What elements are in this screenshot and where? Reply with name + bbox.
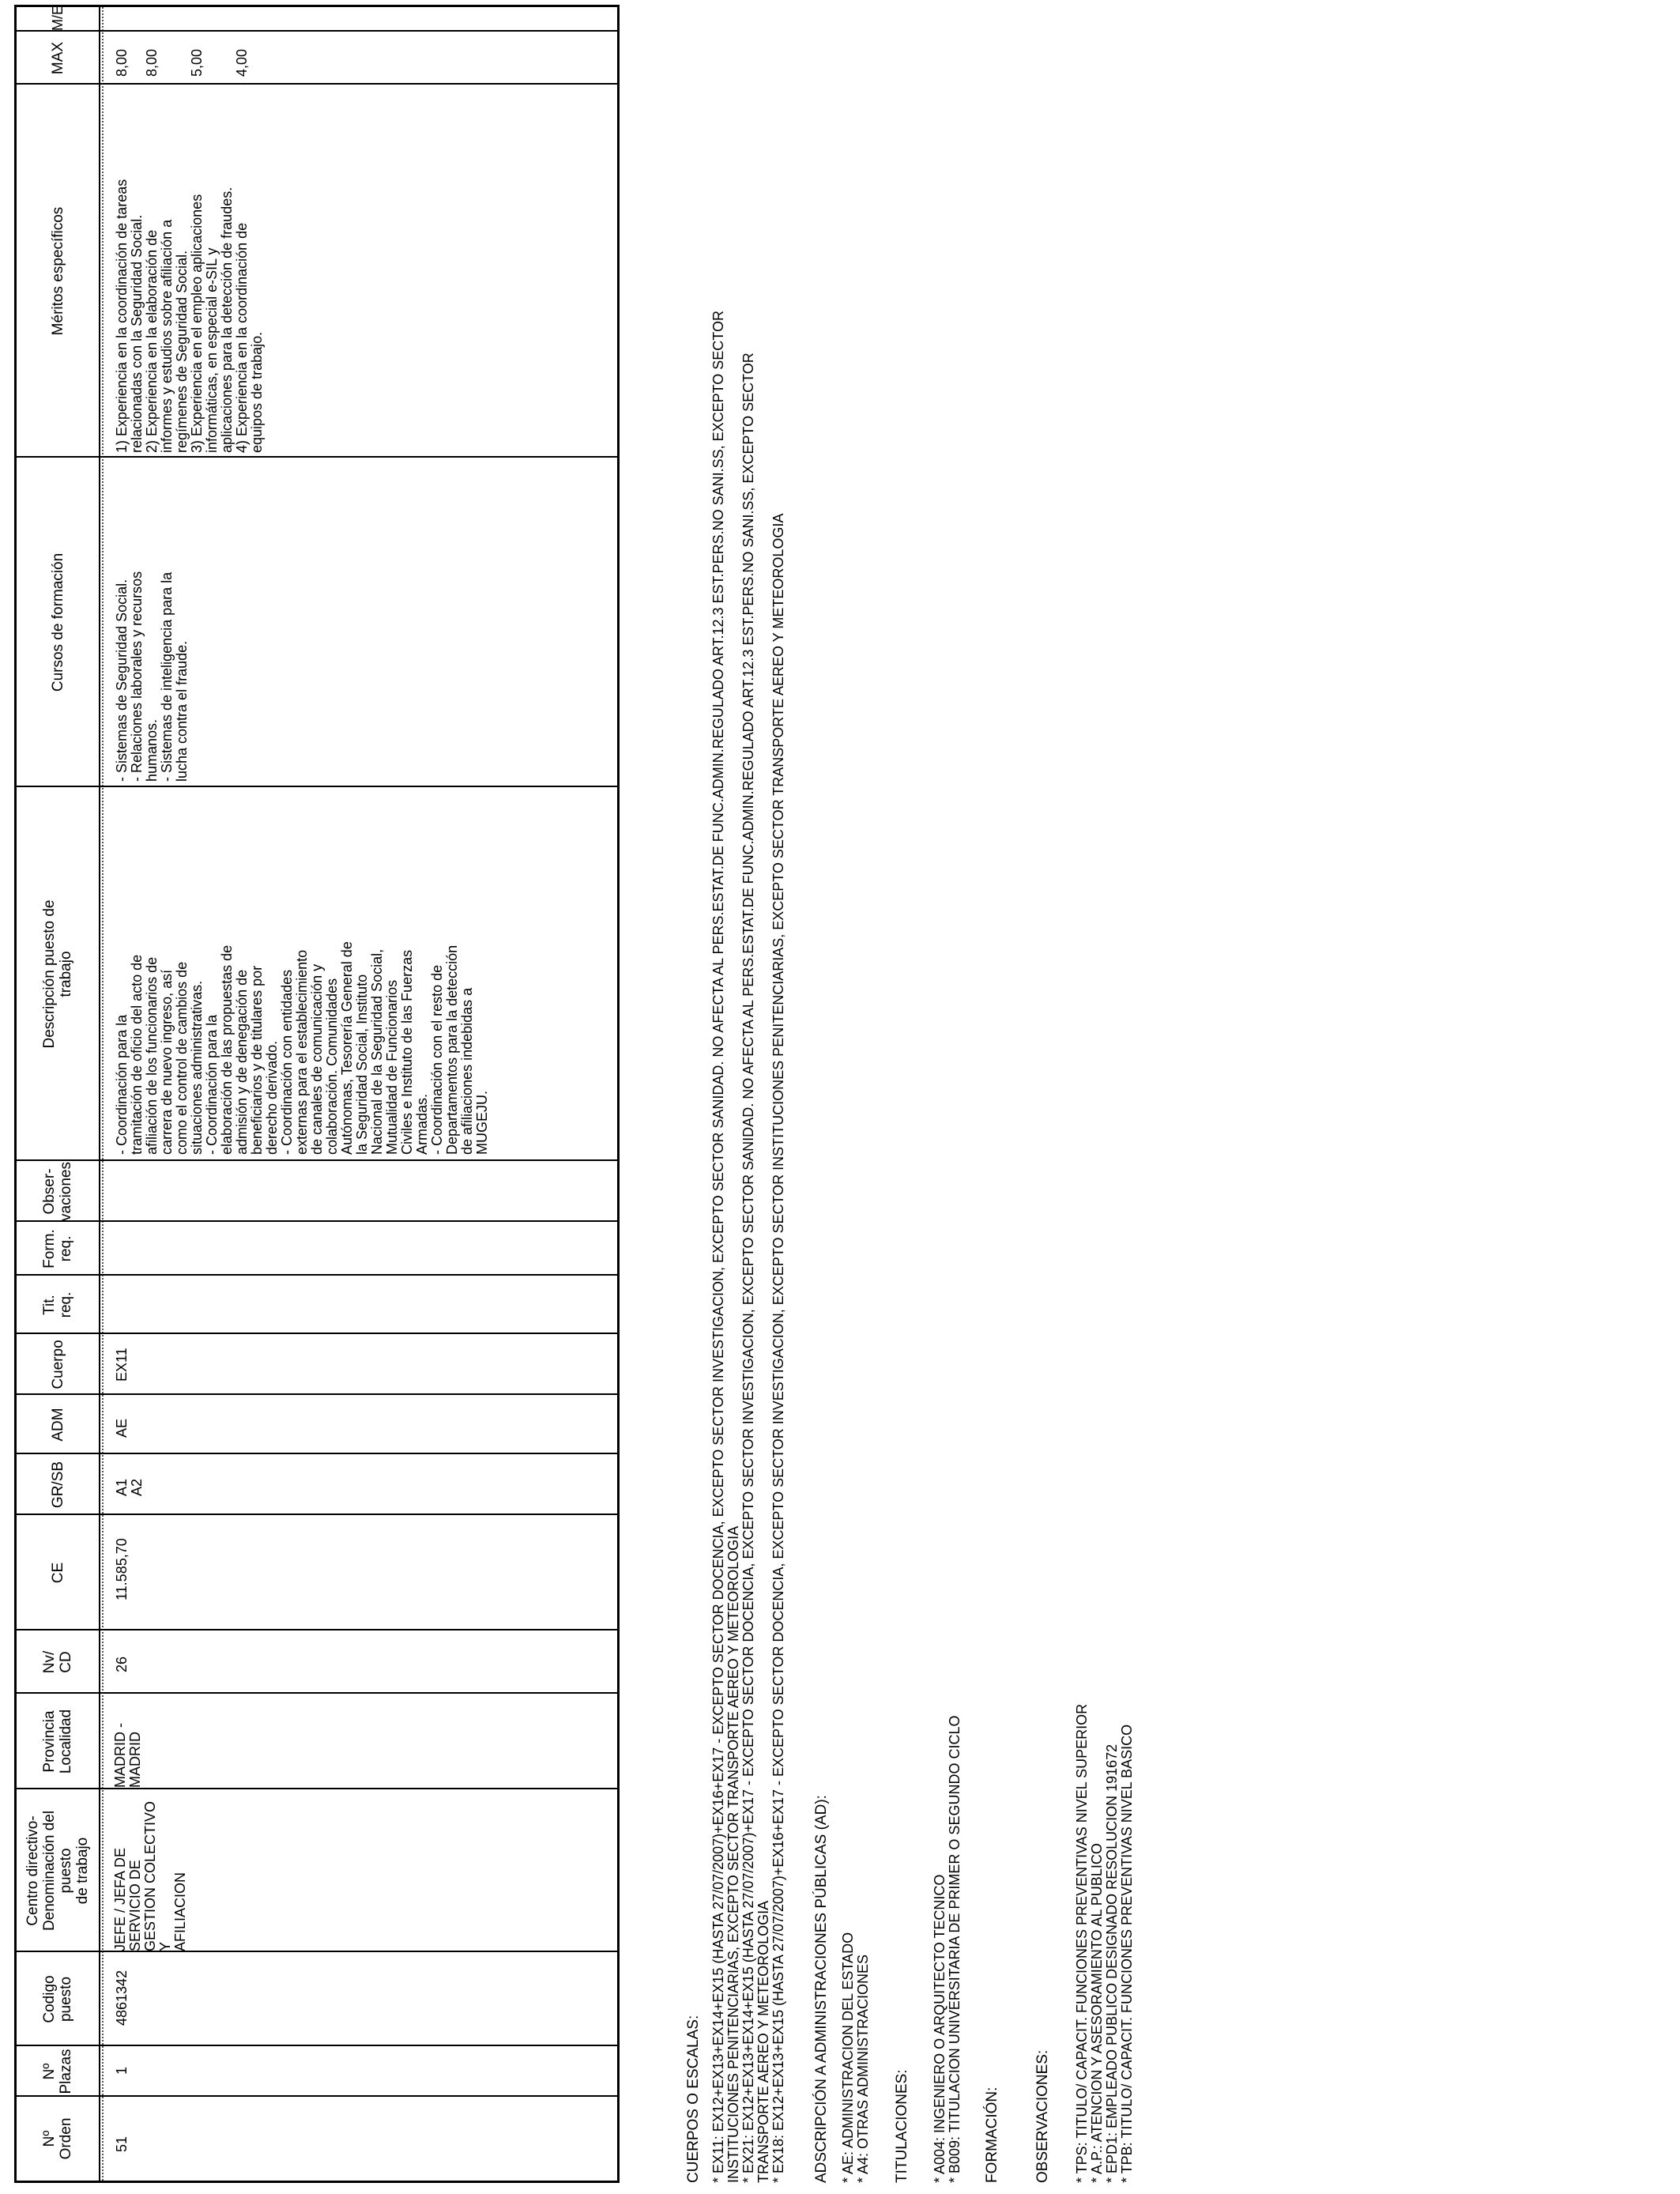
header-orden: Nº Orden [41, 2117, 74, 2160]
col-sep [17, 1274, 617, 1276]
cell-cursos: - Sistemas de Seguridad Social. - Relaciones laborales y recursos humanos. - Sistemas de inteligencia para la lucha contra el fraude. [114, 571, 190, 782]
header-me: M/E [49, 6, 66, 32]
col-sep [17, 30, 617, 32]
header-ce: CE [49, 1562, 66, 1584]
header-adm: ADM [49, 1408, 66, 1442]
col-sep [17, 456, 617, 458]
cuerpos-list: * EX11: EX12+EX13+EX14+EX15 (HASTA 27/07/2007)+EX16+EX17 - EXCEPTO SECTOR DOCENCIA, EXCEPTO SECTOR INVESTIGACION, EXCEPTO SECTOR SANIDAD. NO AFECTA AL PERS.ESTAT.DE FUNC.ADMIN.REGULADO ART.12.3 EST.PERS.NO SANI.SS, EXCEPTO SECTOR INSTITUCIONES PENITENCIARIAS, EXCEPTO SECTOR TRANSPORTE AEREO Y METEOROLOGIA * EX21: EX12+EX13+EX14+EX15 (HASTA 27/07/2007)+EX17 - EXCEPTO SECTOR DOCENCIA, EXCEPTO SECTOR INVESTIGACION, EXCEPTO SECTOR SANIDAD. NO AFECTA AL PERS.ESTAT.DE FUNC.ADMIN.REGULADO ART.12.3 EST.PERS.NO SANI.SS, EXCEPTO SECTOR TRANSPORTE AEREO Y METEOROLOGIA * EX18: EX12+EX13+EX15 (HASTA 27/07/2007)+EX16+EX17 - EXCEPTO SECTOR DOCENCIA, EXCEPTO SECTOR INVESTIGACION, EXCEPTO SECTOR INSTITUCIONES PENITENCIARIAS, EXCEPTO SECTOR TRANSPORTE AEREO Y METEOROLOGIA [710, 311, 786, 2183]
header-codigo: Codigo puesto [41, 1975, 74, 2023]
merito-2: 2) Experiencia en la elaboración de informes y estudios sobre afiliación a regímenes de Seguridad Social. [144, 219, 190, 453]
header-tit: Tit. req. [41, 1291, 74, 1318]
max-3: 5,00 [189, 48, 205, 77]
header-descripcion: Descripción puesto de trabajo [41, 899, 74, 1049]
adscripcion-title: ADSCRIPCIÓN A ADMINISTRACIONES PÚBLICAS (AD): [813, 1795, 830, 2183]
header-separator [99, 7, 100, 2181]
cell-provincia: MADRID - MADRID [112, 1723, 143, 1788]
cell-grsb: A1 A2 [114, 1478, 145, 1496]
header-meritos: Méritos específicos [49, 206, 66, 336]
cell-cuerpo: EX11 [114, 1348, 130, 1382]
cell-orden: 51 [114, 2136, 130, 2152]
col-sep [17, 1629, 617, 1630]
header-grsb: GR/SB [49, 1461, 66, 1509]
header-cursos: Cursos de formación [49, 552, 66, 692]
max-2: 8,00 [144, 48, 160, 77]
cell-descripcion: - Coordinación para la tramitación de oficio del acto de afiliación de los funcionarios de carrera de nuevo ingreso, así como el control de cambios de situaciones administrativas. - Coordinación para la elaboración de las propuestas de admisión y de denegación de beneficiarios y de titulares por derecho derivado. - Coordinación con entidades externas para el establecimiento de canales de comunicación y colaboración. Comunidades Autónomas, Tesorería General de la Seguridad Social, Instituto Nacional de la Seguridad Social, Mutualidad de Funcionarios Civiles e Instituto de las Fuerzas Armadas. - Coordinación con el resto de Departamentos para la detección de afiliaciones indebidas a MUGEJU. [114, 941, 490, 1155]
cell-adm: AE [114, 1418, 130, 1438]
header-provincia: Provincia Localidad [41, 1709, 74, 1774]
dotted-separator [102, 7, 104, 2181]
merito-4: 4) Experiencia en la coordinación de equipos de trabajo. [234, 222, 265, 453]
cell-plazas: 1 [114, 2066, 130, 2075]
col-sep [17, 1220, 617, 1222]
col-sep [17, 83, 617, 85]
col-sep [17, 1393, 617, 1395]
col-sep [17, 1333, 617, 1334]
header-max: MAX [49, 41, 66, 75]
col-sep [17, 1453, 617, 1454]
observaciones-list: * TPS: TITULO/ CAPACIT. FUNCIONES PREVENTIVAS NIVEL SUPERIOR * A.P.: ATENCION Y ASESORAMIENTO AL PUBLICO * EPD1: EMPLEADO PUBLICO DESIGNADO RESOLUCION 191672 * TPB: TITULO/ CAPACIT. FUNCIONES PREVENTIVAS NIVEL BASICO [1074, 1703, 1135, 2183]
header-cuerpo: Cuerpo [49, 1340, 66, 1389]
header-observaciones: Obser- vaciones [41, 1162, 74, 1221]
header-nivel: Nv/ CD [41, 1650, 74, 1674]
col-sep [17, 786, 617, 787]
titulaciones-list: * A004: INGENIERO O ARQUITECTO TECNICO * B009: TITULACION UNIVERSITARIA DE PRIMER O SEGUNDO CICLO [932, 1715, 962, 2183]
cell-codigo: 4861342 [114, 1970, 130, 2026]
col-sep [17, 2045, 617, 2046]
cuerpos-title: CUERPOS O ESCALAS: [685, 2015, 702, 2183]
merito-1: 1) Experiencia en la coordinación de tareas relacionadas con la Seguridad Social. [114, 179, 145, 453]
header-centro: Centro directivo- Denominación del puesto de trabajo [24, 1810, 91, 1932]
col-sep [17, 1692, 617, 1694]
col-sep [17, 1514, 617, 1515]
cell-ce: 11.585,70 [114, 1538, 130, 1600]
merito-3: 3) Experiencia en el empleo aplicaciones informáticas, en especial e-SIL y aplicaciones para la detección de fraudes. [189, 187, 235, 453]
titulaciones-title: TITULACIONES: [894, 2069, 910, 2183]
col-sep [17, 1951, 617, 1952]
adscripcion-list: * AE: ADMINISTRACION DEL ESTADO * A4: OTRAS ADMINISTRACIONES [840, 1932, 871, 2183]
header-form: Form. req. [41, 1229, 74, 1269]
max-1: 8,00 [114, 48, 130, 77]
col-sep [17, 1788, 617, 1789]
positions-table [14, 5, 620, 2183]
max-4: 4,00 [234, 48, 250, 77]
formacion-title: FORMACIÓN: [984, 2087, 1000, 2183]
observaciones-title: OBSERVACIONES: [1034, 2049, 1051, 2183]
col-sep [17, 1159, 617, 1161]
col-sep [17, 2095, 617, 2097]
cell-centro: JEFE / JEFA DE SERVICIO DE GESTION COLECTIVO Y AFILIACION [112, 1800, 188, 1951]
cell-nivel: 26 [114, 1656, 130, 1672]
header-plazas: Nº Plazas [41, 2049, 74, 2094]
